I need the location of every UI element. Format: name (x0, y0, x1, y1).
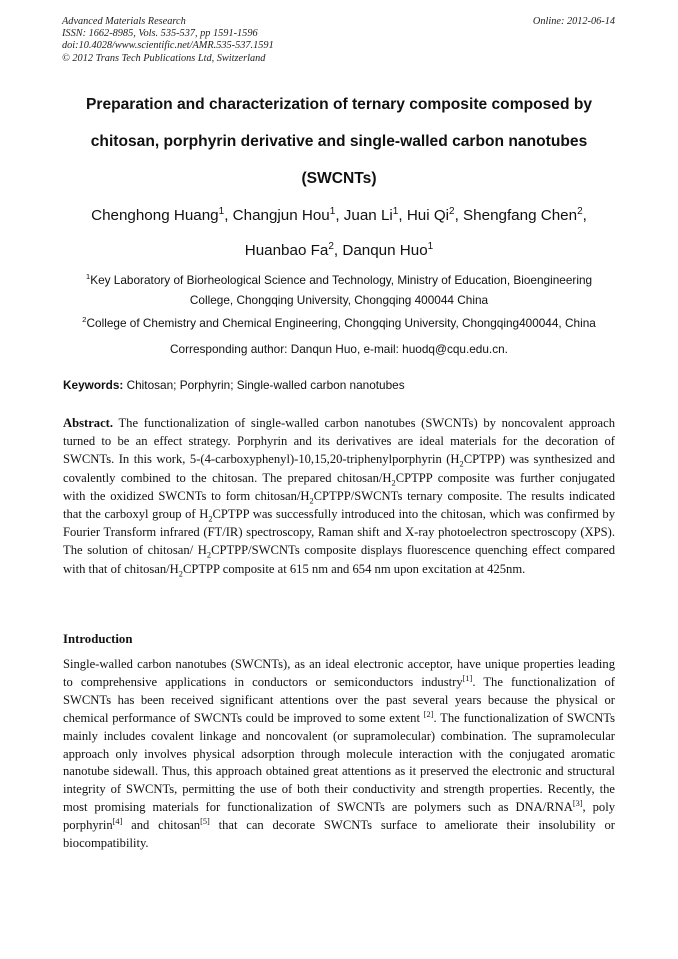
affiliation-1 (60, 270, 618, 310)
body-text: , poly porphyrin (63, 800, 616, 833)
doi-line: doi:10.4028/www.scientific.net/AMR.535-537.1591 (62, 40, 274, 52)
affiliation-1-line-1 (60, 270, 618, 290)
subscript: 2 (178, 569, 183, 579)
abstract-text: The functionalization of single-walled carbon nanotubes (SWCNTs) by noncovalent approach turned to be an effect strategy. Porphyrin and its derivatives are ideal materials for the decoration of SWCNTs. In this work, 5-(4-carboxyphenyl)-10,15,20-triphenylporphyrin (H (63, 416, 615, 467)
affiliation-2 (60, 313, 618, 359)
citation-ref: [2] (423, 709, 434, 719)
author-affiliation-mark: 1 (427, 240, 434, 252)
keywords-label: Keywords: (63, 378, 124, 392)
abstract-text: CPTPP) was synthesized and covalently combined to the chitosan. The prepared chitosan/H (63, 452, 615, 485)
author-line-2 (52, 233, 626, 268)
abstract-text: CPTPP/SWCNTs composite displays fluorescence quenching effect compared with that of chitosan/H (63, 543, 615, 576)
author-name: Hui Qi (406, 207, 450, 224)
abstract-text: CPTPP/SWCNTs ternary composite. The results indicated that the carboxyl group of H (63, 488, 615, 522)
author-name: Changjun Hou (232, 207, 330, 224)
corresponding-author: Corresponding author: Danqun Huo, e-mail: huodq@cqu.edu.cn. (170, 342, 508, 356)
affiliation-number: 2 (82, 315, 87, 325)
author-affiliation-mark: 1 (218, 205, 225, 217)
keywords-text: Chitosan; Porphyrin; Single-walled carbon nanotubes (123, 378, 405, 392)
citation-ref: [1] (462, 673, 473, 683)
journal-name: Advanced Materials Research (62, 16, 186, 27)
author-name: Chenghong Huang (91, 207, 219, 224)
copyright-line: © 2012 Trans Tech Publications Ltd, Switzerland (62, 52, 266, 64)
affiliation-1-line-2: College, Chongqing University, Chongqing 400044 China (189, 293, 489, 307)
author-separator: , (398, 207, 407, 224)
author-affiliation-mark: 1 (329, 205, 336, 217)
author-separator: , (582, 207, 587, 224)
author-separator: , (224, 207, 233, 224)
subscript: 2 (208, 514, 213, 524)
author-separator: , (335, 207, 344, 224)
title-line-2: chitosan, porphyrin derivative and single-walled carbon nanotubes (90, 133, 588, 150)
body-text: and chitosan (122, 818, 201, 833)
author-name: Danqun Huo (342, 242, 428, 259)
subscript: 2 (309, 496, 314, 506)
abstract (63, 414, 615, 578)
citation-ref: [3] (572, 799, 583, 809)
affiliation-text: College of Chemistry and Chemical Engineering, Chongqing University, Chongqing400044, China (86, 316, 596, 330)
author-name: Huanbao Fa (244, 242, 329, 259)
affiliation-2-line-1 (60, 313, 618, 333)
introduction-paragraph (63, 656, 615, 853)
title-line-3: (SWCNTs) (301, 170, 377, 187)
author-affiliation-mark: 1 (392, 205, 399, 217)
online-date: Online: 2012-06-14 (532, 16, 615, 27)
issn-line: ISSN: 1662-8985, Vols. 535-537, pp 1591-1596 (62, 28, 258, 40)
abstract-label: Abstract. (63, 416, 114, 430)
affiliation-text: Key Laboratory of Biorheological Science and Technology, Ministry of Education, Bioengineering (90, 273, 593, 287)
section-heading-introduction: Introduction (63, 632, 133, 646)
abstract-text: CPTPP composite at 615 nm and 654 nm upon excitation at 425nm. (182, 561, 526, 576)
abstract-text: CPTPP was successfully introduced into the chitosan, which was confirmed by Fourier Transform infrared (FT/IR) spectroscopy, Raman shift and X-ray photoelectron spectroscopy (XPS). The solution of chitosan/ H (63, 507, 616, 558)
author-separator: , (454, 207, 464, 224)
title-line-1: Preparation and characterization of ternary composite composed by (85, 96, 593, 113)
author-affiliation-mark: 2 (577, 205, 583, 217)
author-name: Juan Li (343, 207, 393, 224)
author-separator: , (333, 242, 343, 259)
subscript: 2 (459, 459, 464, 469)
citation-ref: [4] (112, 816, 123, 826)
subscript: 2 (391, 478, 396, 488)
body-text: Single-walled carbon nanotubes (SWCNTs), as an ideal electronic acceptor, have unique properties leading to comprehensive applications in conductors or semiconductors industry (63, 657, 615, 689)
body-text: . The functionalization of SWCNTs mainly includes covalent linkage and noncovalent (or supramolecular) combination. The supramolecular approach only involves physical adsorption through molecule interaction with the conjugated aromatic nanotube sidewall. Thus, this approach obtained great attentions as it preserved the electronic and structural integrity of SWCNTs, permitting the use of both their conductivity and strength properties. Recently, the most promising materials for functionalization of SWCNTs are polymers such as DNA/RNA (63, 710, 615, 815)
subscript: 2 (206, 550, 212, 560)
abstract-text: CPTPP composite was further conjugated with the oxidized SWCNTs to form chitosan/H (63, 470, 615, 503)
citation-ref: [5] (200, 816, 210, 826)
author-line-1 (52, 198, 626, 233)
author-affiliation-mark: 2 (328, 240, 334, 252)
journal-header (62, 16, 274, 65)
paper-title (60, 86, 618, 197)
affiliation-number: 1 (85, 272, 91, 282)
keywords (63, 377, 615, 393)
author-list (52, 198, 626, 268)
body-text: that can decorate SWCNTs surface to ameliorate their insolubility or biocompatibility. (63, 818, 615, 851)
author-name: Shengfang Chen (463, 207, 578, 224)
body-text: . The functionalization of SWCNTs has been received significant attentions over the past several years because the physical or chemical performance of SWCNTs could be improved to some extent (63, 674, 616, 725)
author-affiliation-mark: 2 (449, 205, 455, 217)
